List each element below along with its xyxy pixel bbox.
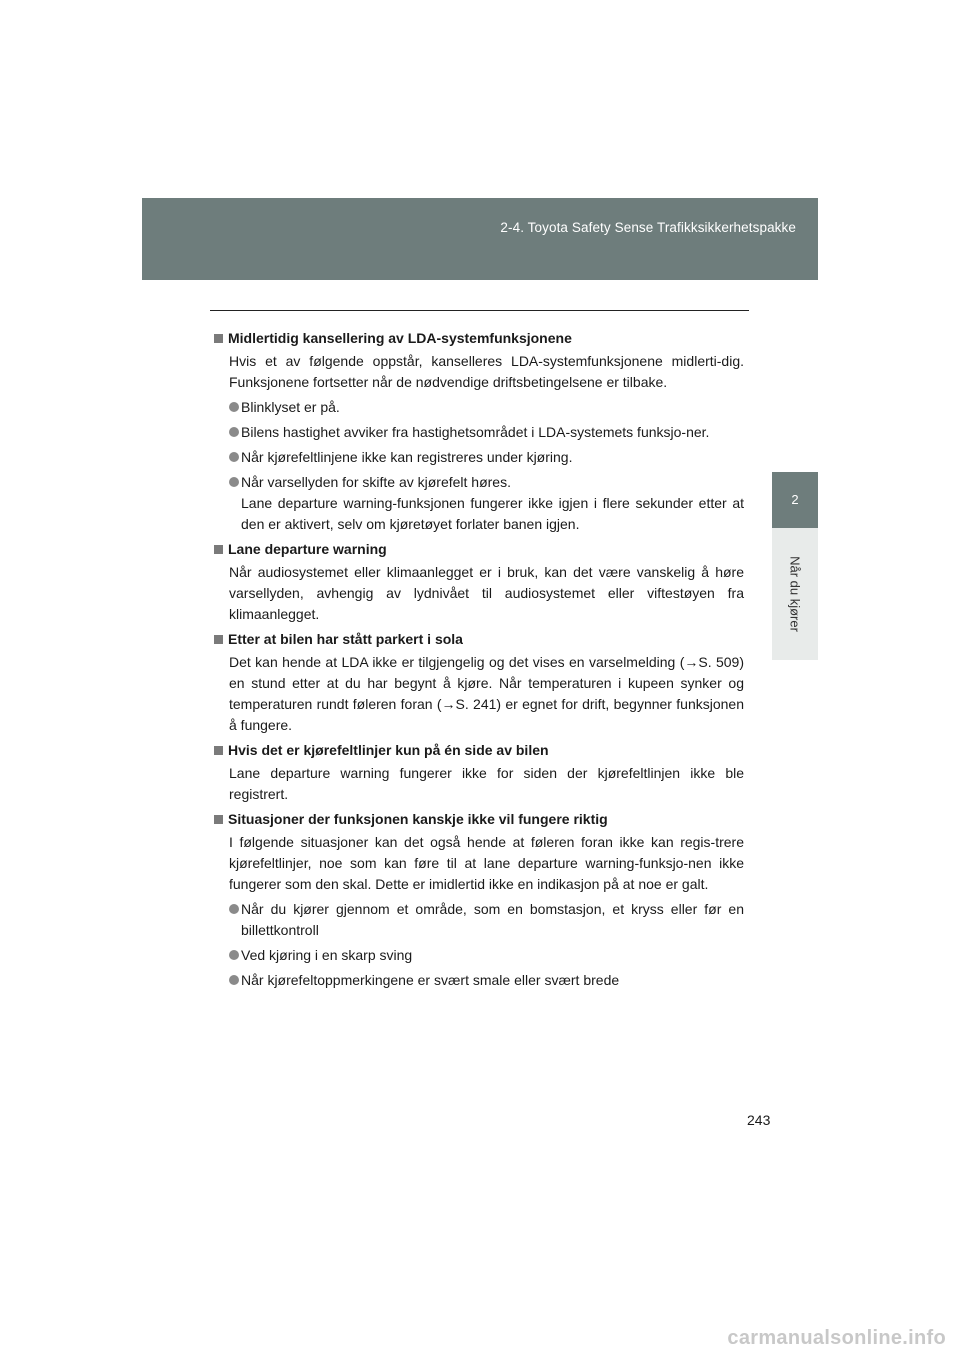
list-item bbox=[229, 397, 744, 418]
list-item-continuation: Lane departure warning-funksjonen fungerer ikke igjen i flere sekunder etter at den er aktivert, selv om kjøretøyet forlater banen igjen. bbox=[241, 495, 744, 532]
paragraph: I følgende situasjoner kan det også hende at føleren foran ikke kan regis-trere kjørefeltlinjer, noe som kan føre til at lane departure warning-funksjo-nen ikke fungerer som den skal. Dette er imidlertid ikke en indikasjon på at noe er galt. bbox=[229, 834, 744, 892]
list-item-text: Når du kjører gjennom et område, som en bomstasjon, et kryss eller før en billettkontroll bbox=[241, 901, 744, 938]
paragraph: Det kan hende at LDA ikke er tilgjengelig og det vises en varselmelding (→S. 509) en stund etter at du har begynt å kjøre. Når temperaturen i kupeen synker og temperaturen rundt føleren foran (→S. 241) er egnet for drift, begynner funksjonen å fungere. bbox=[229, 654, 744, 733]
circle-bullet-icon bbox=[229, 452, 239, 462]
square-bullet-icon bbox=[214, 635, 223, 644]
section-temporary-cancel bbox=[214, 328, 744, 535]
list-item bbox=[229, 945, 744, 966]
section-heading bbox=[214, 328, 744, 349]
square-bullet-icon bbox=[214, 334, 223, 343]
circle-bullet-icon bbox=[229, 904, 239, 914]
page-content bbox=[214, 328, 744, 995]
chapter-label: Når du kjører bbox=[787, 556, 803, 632]
paragraph: Lane departure warning fungerer ikke for siden der kjørefeltlinjen ikke ble registrert. bbox=[229, 765, 744, 802]
heading-text: Situasjoner der funksjonen kanskje ikke vil fungere riktig bbox=[228, 811, 608, 827]
section-heading bbox=[214, 740, 744, 761]
circle-bullet-icon bbox=[229, 402, 239, 412]
section-heading bbox=[214, 629, 744, 650]
heading-text: Midlertidig kansellering av LDA-systemfunksjonene bbox=[228, 330, 572, 346]
paragraph: Når audiosystemet eller klimaanlegget er i bruk, kan det være vanskelig å høre varsellyden, avhengig av lydnivået til audiosystemet eller viftestøyen fra klimaanlegget. bbox=[229, 564, 744, 622]
top-rule bbox=[210, 310, 749, 311]
page-number: 243 bbox=[747, 1112, 771, 1128]
list-item-text: Ved kjøring i en skarp sving bbox=[241, 947, 413, 963]
header-band bbox=[142, 198, 818, 280]
chapter-number: 2 bbox=[791, 492, 799, 507]
square-bullet-icon bbox=[214, 545, 223, 554]
heading-text: Lane departure warning bbox=[228, 541, 387, 557]
list-item bbox=[229, 422, 744, 443]
list-item-text: Når kjørefeltlinjene ikke kan registreres under kjøring. bbox=[241, 449, 573, 465]
section-heading bbox=[214, 539, 744, 560]
list-item-text: Når varsellyden for skifte av kjørefelt høres. bbox=[241, 474, 511, 490]
square-bullet-icon bbox=[214, 815, 223, 824]
list-item bbox=[229, 472, 744, 535]
list-item-text: Når kjørefeltoppmerkingene er svært smale eller svært brede bbox=[241, 972, 620, 988]
list-item-text: Bilens hastighet avviker fra hastighetsområdet i LDA-systemets funksjo-ner. bbox=[241, 424, 710, 440]
paragraph: Hvis et av følgende oppstår, kanselleres LDA-systemfunksjonene midlerti-dig. Funksjonene fortsetter når de nødvendige driftsbetingelsene er tilbake. bbox=[229, 353, 744, 390]
list-item-text: Blinklyset er på. bbox=[241, 399, 340, 415]
circle-bullet-icon bbox=[229, 950, 239, 960]
list-item bbox=[229, 970, 744, 991]
circle-bullet-icon bbox=[229, 427, 239, 437]
section-lane-departure-warning bbox=[214, 539, 744, 625]
chapter-tab bbox=[772, 472, 818, 528]
list-item bbox=[229, 447, 744, 468]
section-parked-in-sun bbox=[214, 629, 744, 736]
section-may-not-work bbox=[214, 809, 744, 991]
section-one-side-lines bbox=[214, 740, 744, 805]
circle-bullet-icon bbox=[229, 975, 239, 985]
list-item bbox=[229, 899, 744, 941]
section-heading bbox=[214, 809, 744, 830]
heading-text: Etter at bilen har stått parkert i sola bbox=[228, 631, 463, 647]
circle-bullet-icon bbox=[229, 477, 239, 487]
square-bullet-icon bbox=[214, 746, 223, 755]
watermark: carmanualsonline.info bbox=[727, 1327, 946, 1349]
heading-text: Hvis det er kjørefeltlinjer kun på én side av bilen bbox=[228, 742, 549, 758]
section-title: 2-4. Toyota Safety Sense Trafikksikkerhetspakke bbox=[500, 220, 796, 235]
